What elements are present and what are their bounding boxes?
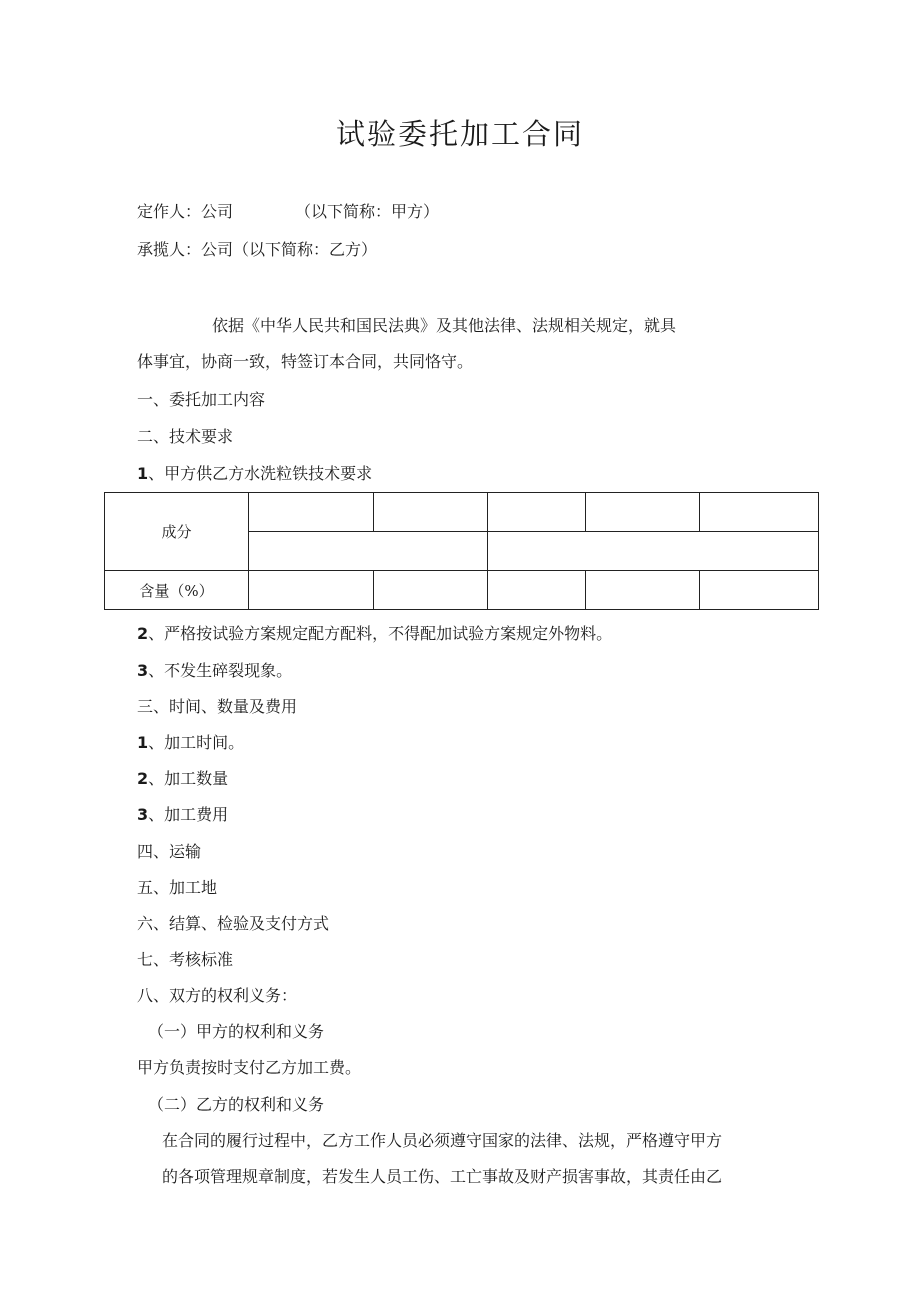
section-3-heading: 三、时间、数量及费用 [137, 697, 298, 716]
content-label-cell: 含量（%） [105, 571, 249, 610]
section-8-heading: 八、双方的权利义务： [137, 986, 298, 1005]
table-cell [374, 571, 488, 610]
item-text: 、严格按试验方案规定配方配料，不得配加试验方案规定外物料。 [148, 624, 613, 643]
table-cell [700, 571, 819, 610]
item-text: 、加工费用 [148, 805, 229, 824]
table-cell [586, 493, 700, 532]
table-cell [249, 571, 374, 610]
party-b-rights-heading: （二）乙方的权利和义务 [148, 1095, 325, 1114]
technical-spec-table [104, 492, 819, 610]
item-text: 、不发生碎裂现象。 [148, 661, 293, 680]
item-number: 3 [137, 661, 149, 680]
composition-label-cell: 成分 [105, 493, 249, 571]
preamble-line-1: 依据《中华人民共和国民法典》及其他法律、法规相关规定，就具 [212, 316, 677, 335]
item-number: 1 [137, 733, 149, 752]
table-cell [488, 571, 586, 610]
party-b-alias: （以下简称：乙方） [233, 240, 378, 259]
section-3-item-3 [137, 805, 228, 825]
section-3-item-1 [137, 733, 244, 753]
party-a-line [137, 202, 439, 222]
party-b-rights-line-1: 在合同的履行过程中，乙方工作人员必须遵守国家的法律、法规，严格遵守甲方 [162, 1131, 723, 1150]
table-cell [488, 493, 586, 532]
party-a-name: 公司 [201, 202, 234, 221]
section-2-heading: 二、技术要求 [137, 427, 234, 446]
item-number: 1 [137, 464, 149, 483]
preamble-line-2: 体事宜，协商一致，特签订本合同，共同恪守。 [137, 352, 474, 371]
section-4-heading: 四、运输 [137, 842, 202, 861]
table-cell [374, 493, 488, 532]
section-7-heading: 七、考核标准 [137, 950, 234, 969]
item-number: 3 [137, 805, 149, 824]
item-number: 2 [137, 624, 149, 643]
table-row [105, 571, 819, 610]
document-title: 试验委托加工合同 [335, 117, 584, 151]
party-a-rights-text: 甲方负责按时支付乙方加工费。 [137, 1058, 362, 1077]
table-cell [249, 532, 488, 571]
table-row [105, 493, 819, 532]
party-b-name: 公司 [201, 240, 234, 259]
section-2-item-2 [137, 624, 612, 644]
party-b-rights-line-2: 的各项管理规章制度，若发生人员工伤、工亡事故及财产损害事故，其责任由乙 [162, 1167, 723, 1186]
party-b-line [137, 240, 377, 260]
section-5-heading: 五、加工地 [137, 878, 218, 897]
party-a-alias: （以下简称：甲方） [295, 202, 440, 221]
section-2-item-1 [137, 464, 372, 484]
item-text: 、甲方供乙方水洗粒铁技术要求 [148, 464, 373, 483]
table-cell [249, 493, 374, 532]
item-text: 、加工时间。 [148, 733, 245, 752]
section-3-item-2 [137, 769, 228, 789]
table-cell [700, 493, 819, 532]
section-1-heading: 一、委托加工内容 [137, 390, 266, 409]
item-number: 2 [137, 769, 149, 788]
section-2-item-3 [137, 661, 292, 681]
party-b-label: 承揽人： [137, 240, 202, 259]
table-cell [488, 532, 819, 571]
section-6-heading: 六、结算、检验及支付方式 [137, 914, 330, 933]
party-a-rights-heading: （一）甲方的权利和义务 [148, 1022, 325, 1041]
item-text: 、加工数量 [148, 769, 229, 788]
table-cell [586, 571, 700, 610]
party-a-label: 定作人： [137, 202, 202, 221]
